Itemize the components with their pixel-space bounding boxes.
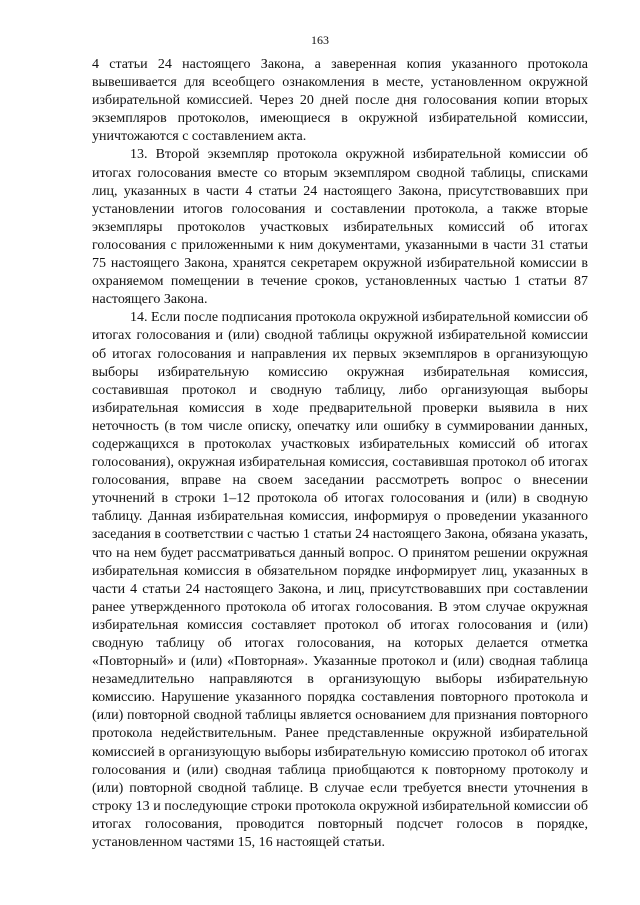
body-text [92,56,588,852]
page-number: 163 [311,33,329,47]
paragraph-13: 13. Второй экземпляр протокола окружной избирательной комиссии об итогах голосования вместе со вторым экземпляром сводной таблицы, списками лиц, указанных в части 4 статьи 24 настоящего Закона, присутствовавших при установлении итогов голосования и составлении протокола, а также вторые экземпляры протоколов участковых избирательных комиссий об итогах голосования с приложенными к ним документами, указанными в части 31 статьи 75 настоящего Закона, хранятся секретарем окружной избирательной комиссии в охраняемом помещении в течение сроков, установленных частью 1 статьи 87 настоящего Закона. [92,147,588,308]
paragraph-continuation: 4 статьи 24 настоящего Закона, а заверенная копия указанного протокола вывешивается для всеобщего ознакомления в месте, установленном окружной избирательной комиссией. Через 20 дней после дня голосования копии вторых экземпляров протоколов, имеющиеся в окружной избирательной комиссии, уничтожаются с составлением акта. [92,57,588,145]
paragraph-14: 14. Если после подписания протокола окружной избирательной комиссии об итогах голосования и (или) сводной таблицы окружной избирательной комиссии об итогах голосования и направления их первых экземпляров в организующую выборы избирательную комиссию окружная избирательная комиссия, составившая протокол и сводную таблицу, либо организующая выборы избирательная комиссия в ходе предварительной проверки выявила в них неточность (в том числе описку, опечатку или ошибку в суммировании данных, содержащихся в протоколах участковых избирательных комиссий об итогах голосования), окружная избирательная комиссия, составившая протокол об итогах голосования, вправе на своем заседании рассмотреть вопрос о внесении уточнений в строки 1–12 протокола об итогах голосования и (или) в сводную таблицу. Данная избирательная комиссия, информируя о проведении указанного заседания в соответствии с частью 1 статьи 24 настоящего Закона, обязана указать, что на нем будет рассматриваться данный вопрос. О принятом решении окружная избирательная комиссия в обязательном порядке информирует лиц, указанных в части 4 статьи 24 настоящего Закона, и лиц, присутствовавших при составлении ранее утвержденного протокола об итогах голосования. В этом случае окружная избирательная комиссия составляет протокол об итогах голосования и (или) сводную таблицу об итогах голосования, на которых делается отметка «Повторный» и (или) «Повторная». Указанные протокол и (или) сводная таблица незамедлительно направляются в организующую выборы избирательную комиссию. Нарушение указанного порядка составления повторного протокола и (или) повторной сводной таблицы является основанием для признания повторного протокола недействительным. Ранее представленные окружной избирательной комиссией в организующую выборы избирательную комиссию протокол об итогах голосования и (или) сводная таблица приобщаются к повторному протоколу и (или) повторной сводной таблице. В случае если требуется внести уточнения в строку 13 и последующие строки протокола окружной избирательной комиссии об итогах голосования, проводится повторный подсчет голосов в порядке, установленном частями 15, 16 настоящей статьи. [92,310,588,851]
